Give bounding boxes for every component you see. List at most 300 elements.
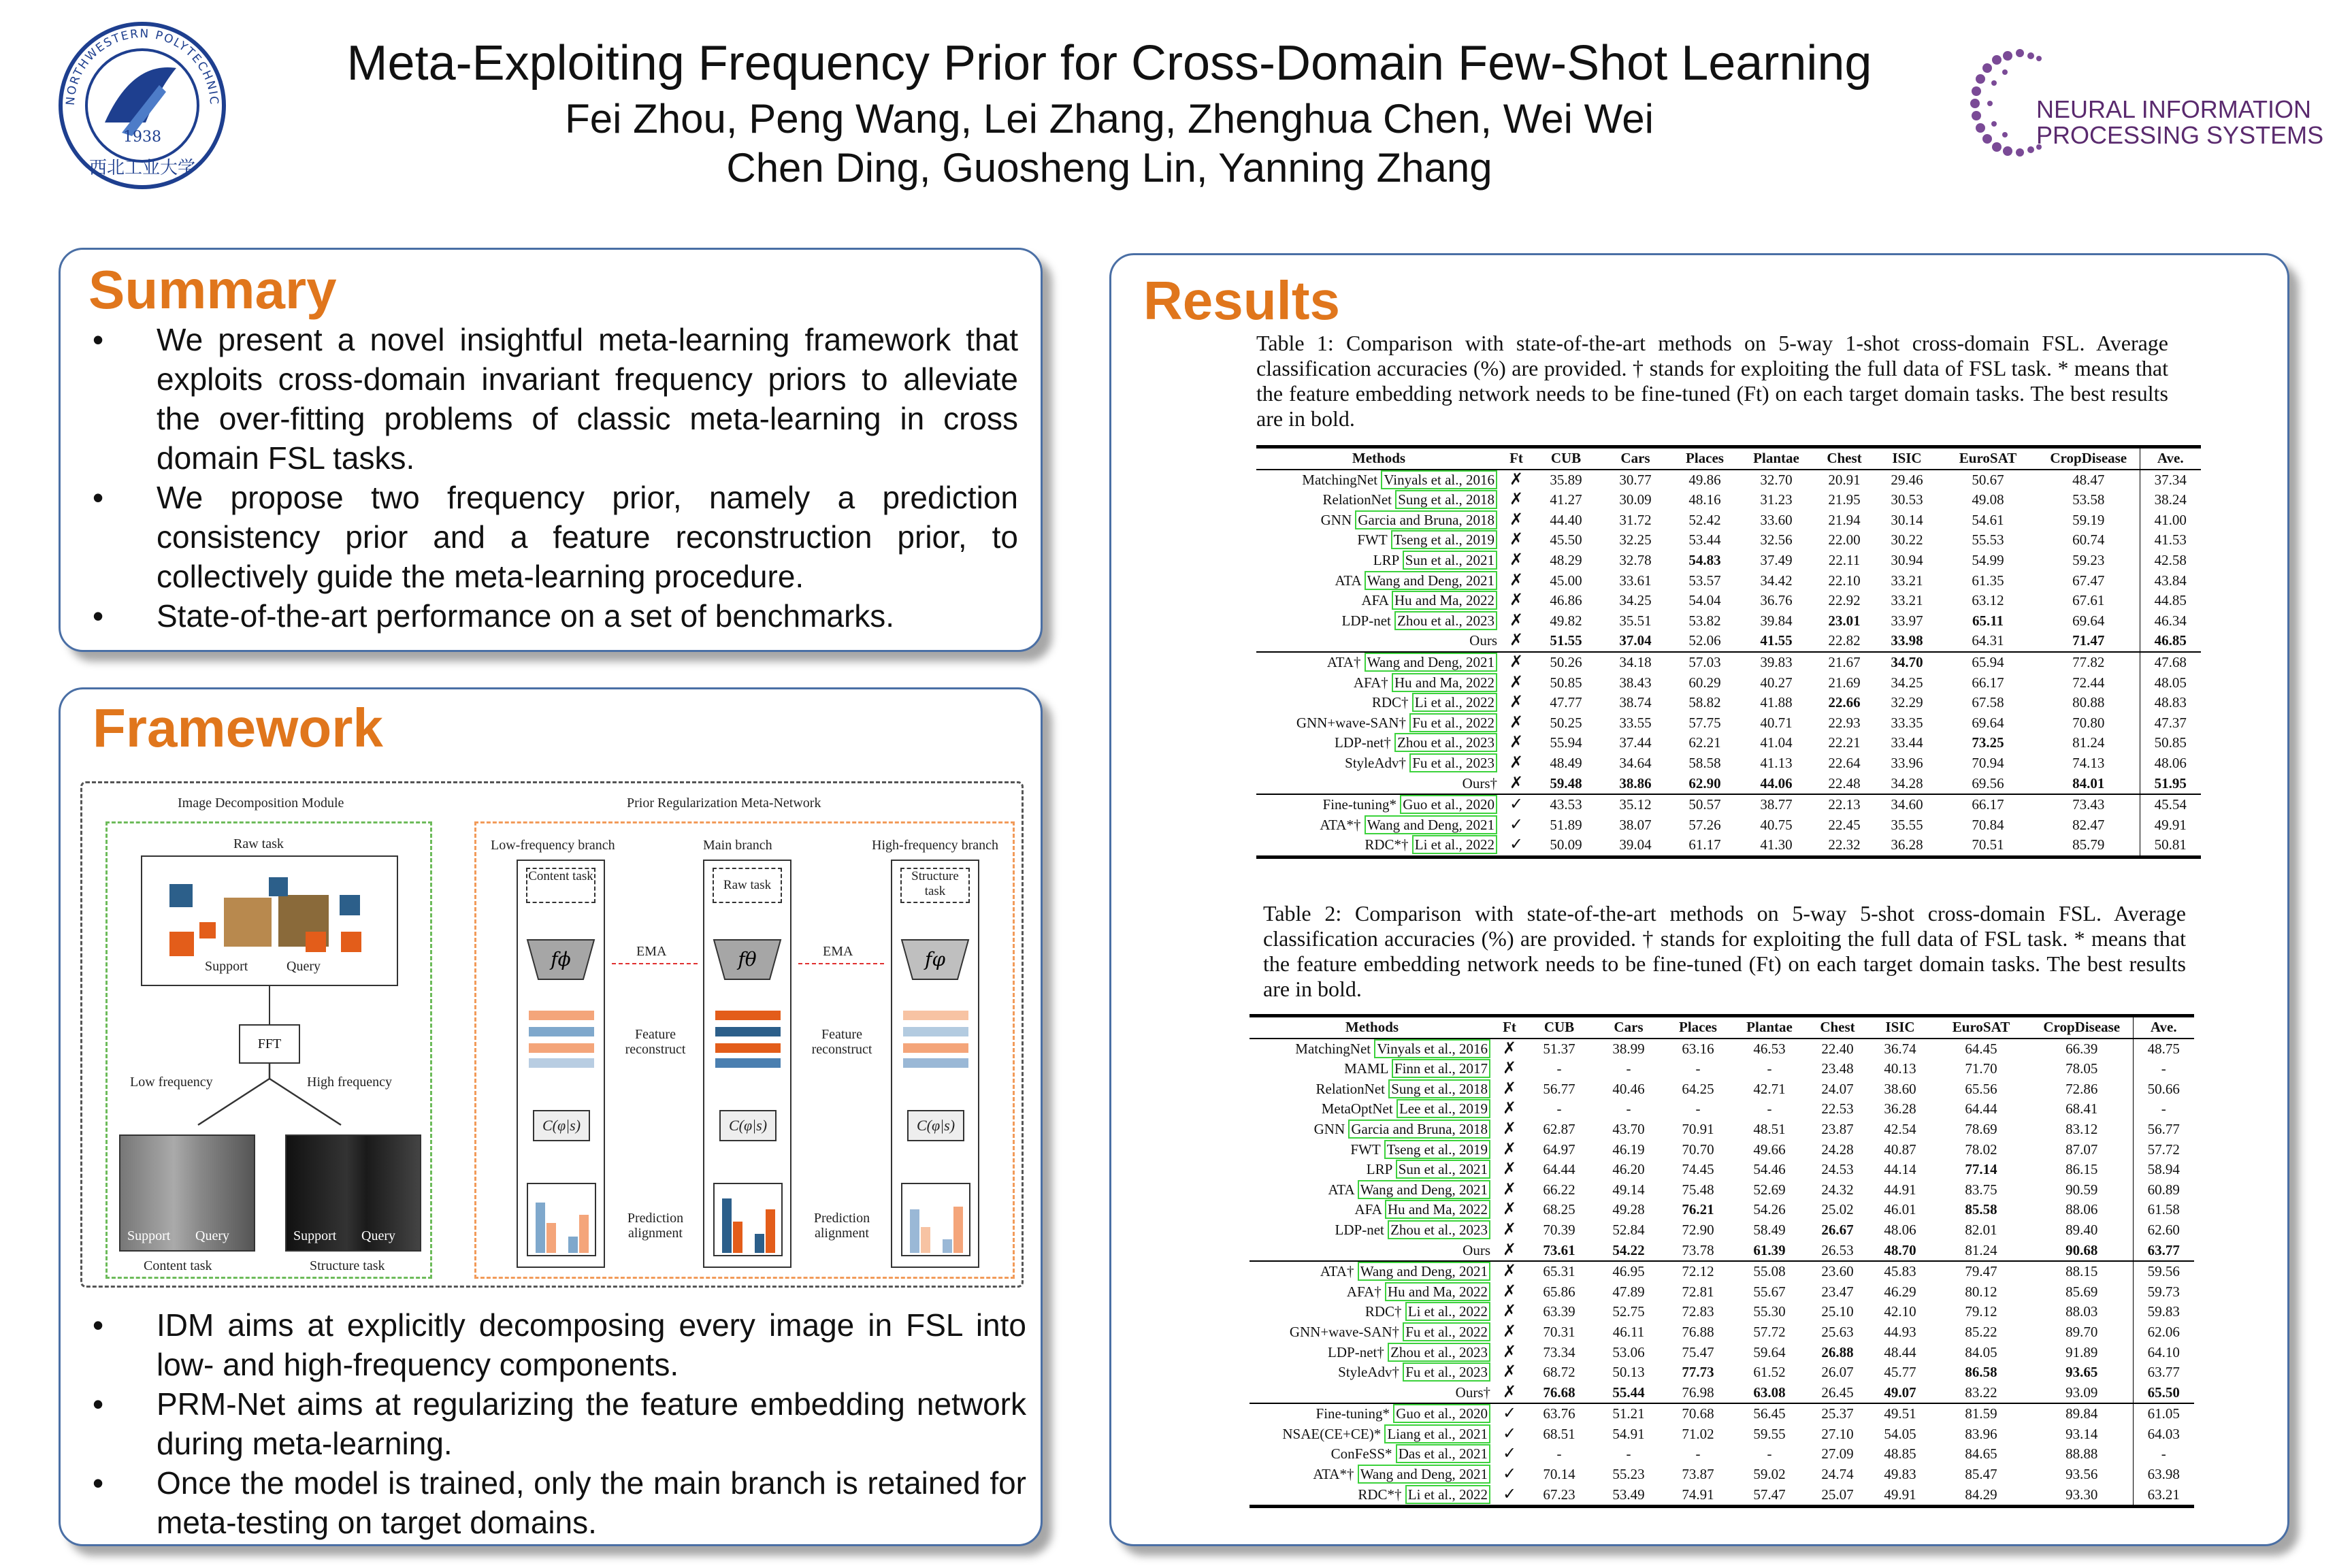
method-name: StyleAdv† [1338, 1364, 1399, 1381]
table-row [1250, 1200, 2194, 1220]
value-cell: 71.02 [1682, 1425, 1714, 1442]
value-cell: 88.06 [2065, 1201, 2098, 1218]
value-cell: 60.89 [2133, 1180, 2194, 1200]
value-cell: 85.58 [1965, 1201, 1997, 1218]
citation-link[interactable]: Vinyals et al., 2016 [1381, 470, 1497, 489]
method-name: GNN+wave-SAN† [1289, 1323, 1399, 1340]
value-cell: 48.44 [1884, 1343, 1916, 1360]
value-cell: 40.46 [1612, 1080, 1645, 1097]
value-cell: 41.13 [1760, 754, 1793, 771]
value-cell: 76.68 [1543, 1384, 1575, 1401]
check-icon: ✓ [1502, 1445, 1517, 1463]
value-cell: 61.17 [1670, 835, 1740, 857]
table-row [1256, 591, 2201, 611]
value-cell: 30.14 [1891, 511, 1923, 528]
value-cell: 38.86 [1619, 774, 1652, 791]
value-cell: 24.07 [1821, 1080, 1854, 1097]
value-cell: 67.23 [1524, 1485, 1594, 1507]
value-cell: 32.25 [1619, 532, 1652, 549]
value-cell: 22.64 [1828, 754, 1861, 771]
citation-link[interactable]: Li et al., 2022 [1412, 835, 1497, 854]
support-label: Support [205, 959, 248, 974]
content-task-box [526, 868, 595, 903]
method-cell [1250, 1444, 1494, 1465]
column-header: ISIC [1869, 1016, 1931, 1039]
method-cell [1250, 1343, 1494, 1363]
citation-link[interactable]: Sun et al., 2021 [1403, 551, 1497, 570]
value-cell: 73.61 [1543, 1241, 1575, 1258]
value-cell: - [1767, 1446, 1772, 1463]
value-cell: 51.55 [1550, 632, 1582, 649]
prm-title: Prior Regularization Meta-Network [627, 796, 821, 811]
value-cell: 59.23 [2072, 551, 2105, 568]
value-cell: 31.23 [1760, 491, 1793, 508]
value-cell: 24.74 [1821, 1466, 1854, 1483]
value-cell: 75.47 [1682, 1343, 1714, 1360]
value-cell: 23.47 [1821, 1283, 1854, 1300]
value-cell: 22.11 [1828, 551, 1861, 568]
value-cell: 76.98 [1682, 1384, 1714, 1401]
cross-icon: ✗ [1502, 1079, 1517, 1098]
citation-link[interactable]: Tseng et al., 2019 [1384, 1140, 1490, 1159]
method-cell [1250, 1140, 1494, 1160]
value-cell: 82.47 [2072, 816, 2105, 833]
method-cell [1250, 1465, 1494, 1485]
method-name: MAML [1344, 1060, 1388, 1077]
citation-link[interactable]: Vinyals et al., 2016 [1374, 1039, 1490, 1058]
value-cell: 32.70 [1760, 471, 1793, 488]
value-cell: 46.34 [2140, 611, 2201, 632]
value-cell: 22.82 [1828, 632, 1861, 649]
cross-icon: ✗ [1509, 753, 1524, 772]
citation-link[interactable]: Liang et al., 2021 [1384, 1424, 1490, 1443]
split-arrows [171, 1064, 375, 1132]
value-cell: 50.85 [2140, 733, 2201, 753]
value-cell: 88.03 [2065, 1303, 2098, 1320]
value-cell: 42.71 [1753, 1080, 1786, 1097]
content-support-label: Support [127, 1228, 171, 1243]
column-header: EuroSAT [1938, 447, 2038, 470]
table-row [1250, 1261, 2194, 1282]
classifier-main-label: C(φ|s) [728, 1117, 768, 1134]
method-name: GNN [1320, 511, 1352, 528]
value-cell: 80.12 [1965, 1283, 1997, 1300]
column-header: Ave. [2140, 447, 2201, 470]
method-name: Fine-tuning* [1316, 1405, 1390, 1422]
neurips-line-2: PROCESSING SYSTEMS [2036, 121, 2324, 149]
method-cell [1256, 835, 1501, 857]
framework-bullets [65, 1305, 1026, 1542]
value-cell: 72.81 [1682, 1283, 1714, 1300]
value-cell: 63.98 [2133, 1465, 2194, 1485]
table-row [1256, 753, 2201, 774]
check-icon: ✓ [1501, 794, 1531, 815]
citation-link[interactable]: Hu and Ma, 2022 [1385, 1282, 1490, 1301]
column-header: Chest [1806, 1016, 1869, 1039]
citation-link[interactable]: Li et al., 2022 [1405, 1302, 1490, 1321]
value-cell: 69.64 [2072, 612, 2105, 629]
university-logo [57, 20, 227, 191]
value-cell: 70.94 [1972, 754, 2004, 771]
check-icon: ✓ [1494, 1403, 1524, 1424]
framework-figure [80, 781, 1024, 1288]
value-cell: 46.19 [1612, 1141, 1645, 1158]
citation-link[interactable]: Guo et al., 2020 [1400, 795, 1497, 814]
cross-icon: ✗ [1509, 551, 1524, 569]
value-cell: 55.23 [1612, 1466, 1645, 1483]
value-cell: 54.99 [1972, 551, 2004, 568]
citation-link[interactable]: Sung et al., 2018 [1395, 490, 1497, 509]
value-cell: 60.29 [1688, 674, 1721, 691]
value-cell: 23.01 [1828, 612, 1861, 629]
table-row [1250, 1140, 2194, 1160]
value-cell: 48.16 [1688, 491, 1721, 508]
value-cell: 33.98 [1891, 632, 1923, 649]
framework-bullet: • IDM aims at explicitly decomposing every image in FSL into low- and high-frequency components. [65, 1305, 1026, 1384]
value-cell: 32.78 [1619, 551, 1652, 568]
method-cell [1250, 1241, 1494, 1262]
table-row [1250, 1302, 2194, 1322]
value-cell: 61.35 [1972, 572, 2004, 589]
citation-link[interactable]: Fu et al., 2023 [1409, 753, 1497, 772]
citation-link[interactable]: Wang and Deng, 2021 [1365, 571, 1497, 590]
value-cell: 55.30 [1753, 1303, 1786, 1320]
value-cell: 65.50 [2133, 1383, 2194, 1404]
citation-link[interactable]: Sung et al., 2018 [1388, 1079, 1490, 1098]
value-cell: 51.37 [1543, 1040, 1575, 1057]
summary-title: Summary [88, 259, 337, 320]
fft-box [239, 1024, 300, 1064]
method-name: ConFeSS* [1330, 1446, 1392, 1463]
value-cell: 63.76 [1524, 1403, 1594, 1424]
method-name: LDP-net† [1328, 1343, 1384, 1360]
value-cell: 50.57 [1670, 794, 1740, 815]
citation-link[interactable]: Wang and Deng, 2021 [1365, 653, 1497, 672]
value-cell: 87.07 [2065, 1141, 2098, 1158]
citation-link[interactable]: Guo et al., 2020 [1393, 1404, 1490, 1423]
column-header: Methods [1256, 447, 1501, 470]
citation-link[interactable]: Hu and Ma, 2022 [1385, 1200, 1490, 1219]
value-cell: 62.21 [1688, 734, 1721, 751]
citation-link[interactable]: Hu and Ma, 2022 [1392, 591, 1497, 610]
value-cell: 58.94 [2133, 1160, 2194, 1180]
table-row [1256, 530, 2201, 551]
summary-bullets [65, 320, 1018, 636]
value-cell: 41.55 [1760, 632, 1793, 649]
method-cell [1256, 530, 1501, 551]
cross-icon: ✗ [1502, 1060, 1517, 1078]
method-name: NSAE(CE+CE)* [1282, 1425, 1382, 1442]
neurips-logo [1967, 42, 2324, 165]
method-name: RDC† [1371, 694, 1409, 711]
value-cell: 66.39 [2065, 1040, 2098, 1057]
value-cell: 34.18 [1601, 652, 1670, 673]
value-cell: 66.22 [1543, 1181, 1575, 1198]
value-cell: 54.26 [1753, 1201, 1786, 1218]
value-cell: 68.51 [1543, 1425, 1575, 1442]
value-cell: 48.83 [2140, 693, 2201, 713]
value-cell: 23.87 [1821, 1120, 1854, 1137]
value-cell: 50.81 [2140, 835, 2201, 857]
citation-link[interactable]: Fu et al., 2022 [1409, 713, 1497, 732]
column-header: Chest [1813, 447, 1876, 470]
value-cell: 38.74 [1619, 694, 1652, 711]
value-cell: 22.00 [1828, 532, 1861, 549]
structure-task-box-label: Structure task [911, 869, 959, 898]
classifier-high-label: C(φ|s) [916, 1117, 956, 1134]
value-cell: 73.78 [1682, 1241, 1714, 1258]
value-cell: 77.73 [1682, 1364, 1714, 1381]
method-name: AFA [1354, 1201, 1382, 1218]
summary-bullet: • We present a novel insightful meta-learning framework that exploits cross-domain invariant frequency priors to alleviate the over-fitting problems of classic meta-learning in cross domain FSL tasks. [65, 320, 1018, 478]
value-cell: 25.02 [1821, 1201, 1854, 1218]
value-cell: 59.64 [1753, 1343, 1786, 1360]
raw-task-box-main [713, 868, 782, 903]
method-cell [1256, 571, 1501, 591]
citation-link[interactable]: Zhou et al., 2023 [1394, 611, 1497, 630]
value-cell: 22.32 [1813, 835, 1876, 857]
column-header: Ft [1494, 1016, 1524, 1039]
citation-link[interactable]: Wang and Deng, 2021 [1358, 1180, 1490, 1199]
citation-link[interactable]: Hu and Ma, 2022 [1392, 673, 1497, 692]
method-cell [1250, 1424, 1494, 1445]
value-cell: 25.37 [1806, 1403, 1869, 1424]
column-header: CropDisease [2031, 1016, 2133, 1039]
citation-link[interactable]: Zhou et al., 2023 [1388, 1220, 1490, 1239]
value-cell: 59.83 [2133, 1302, 2194, 1322]
method-name: Ours† [1462, 774, 1497, 791]
logo-ring-text: NORTHWESTERN POLYTECHNIC [63, 27, 221, 106]
method-name: ATA† [1326, 653, 1361, 670]
value-cell: 22.93 [1828, 714, 1861, 731]
f-phi-label: fϕ [551, 948, 571, 970]
value-cell: 36.28 [1876, 835, 1938, 857]
value-cell: 79.47 [1931, 1261, 2031, 1282]
cross-icon: ✗ [1509, 673, 1524, 691]
value-cell: 45.54 [2140, 794, 2201, 815]
value-cell: 70.80 [2072, 714, 2105, 731]
value-cell: - [1626, 1446, 1631, 1463]
value-cell: 27.10 [1821, 1425, 1854, 1442]
value-cell: 20.91 [1828, 471, 1861, 488]
citation-link[interactable]: Zhou et al., 2023 [1394, 733, 1497, 752]
value-cell: 57.47 [1733, 1485, 1806, 1507]
feature-reconstruct-right: Feature reconstruct [811, 1027, 872, 1057]
value-cell: 49.86 [1688, 471, 1721, 488]
value-cell: 85.79 [2038, 835, 2140, 857]
value-cell: 34.28 [1891, 774, 1923, 791]
value-cell: 48.51 [1753, 1120, 1786, 1137]
value-cell: 72.44 [2072, 674, 2105, 691]
value-cell: 32.56 [1760, 532, 1793, 549]
ema-label-left: EMA [636, 944, 667, 959]
value-cell: 90.59 [2065, 1181, 2098, 1198]
value-cell: 56.77 [2133, 1120, 2194, 1140]
classifier-main [719, 1110, 777, 1141]
predictions-low [526, 1182, 597, 1257]
structure-task-box [900, 868, 970, 903]
raw-task-label: Raw task [233, 836, 284, 851]
value-cell: - [1626, 1060, 1631, 1077]
value-cell: 54.22 [1612, 1241, 1645, 1258]
value-cell: 48.29 [1550, 551, 1582, 568]
value-cell: 33.97 [1891, 612, 1923, 629]
content-task-label: Content task [144, 1258, 212, 1273]
value-cell: 84.29 [1931, 1485, 2031, 1507]
value-cell: 39.83 [1740, 652, 1813, 673]
value-cell: 54.05 [1884, 1425, 1916, 1442]
value-cell: 81.24 [1965, 1241, 1997, 1258]
value-cell: 49.91 [2140, 815, 2201, 836]
table1-caption: Table 1: Comparison with state-of-the-art methods on 5-way 1-shot cross-domain FSL. Average classification accuracies (%) are provided. † stands for exploiting the full data of FSL task. * means that the feature embedding network needs to be fine-tuned (Ft) on each target domain tasks. The best results are in bold. [1256, 331, 2168, 431]
citation-link[interactable]: Lee et al., 2019 [1396, 1099, 1490, 1118]
column-header: Ave. [2133, 1016, 2194, 1039]
value-cell: 63.39 [1543, 1303, 1575, 1320]
value-cell: 65.11 [1972, 612, 2004, 629]
citation-link[interactable]: Garcia and Bruna, 2018 [1348, 1120, 1490, 1139]
value-cell: 59.73 [2133, 1282, 2194, 1303]
citation-link[interactable]: Li et al., 2022 [1405, 1485, 1490, 1504]
value-cell: 34.70 [1876, 652, 1938, 673]
citation-link[interactable]: Wang and Deng, 2021 [1358, 1262, 1490, 1281]
classifier-low [533, 1110, 590, 1141]
value-cell: 83.75 [1965, 1181, 1997, 1198]
value-cell: 50.85 [1550, 674, 1582, 691]
ema-label-right: EMA [823, 944, 853, 959]
cross-icon: ✗ [1509, 491, 1524, 509]
value-cell: - [1695, 1446, 1701, 1463]
value-cell: 57.72 [2133, 1140, 2194, 1160]
value-cell: 38.77 [1740, 794, 1813, 815]
value-cell: 25.10 [1821, 1303, 1854, 1320]
table-header-row [1256, 447, 2201, 470]
value-cell: 63.21 [2133, 1485, 2194, 1507]
cross-icon: ✗ [1509, 470, 1524, 489]
value-cell: 64.44 [1965, 1100, 1997, 1117]
cross-icon: ✗ [1494, 1261, 1524, 1282]
value-cell: 37.04 [1619, 632, 1652, 649]
value-cell: 24.32 [1821, 1181, 1854, 1198]
method-name: FWT [1350, 1141, 1381, 1158]
structure-support-label: Support [293, 1228, 337, 1243]
column-header: Cars [1601, 447, 1670, 470]
method-cell [1256, 753, 1501, 774]
method-cell [1250, 1059, 1494, 1079]
low-frequency-label: Low frequency [130, 1075, 213, 1090]
citation-link[interactable]: Tseng et al., 2019 [1391, 530, 1497, 549]
value-cell: 26.07 [1821, 1364, 1854, 1381]
check-icon: ✓ [1502, 1424, 1517, 1443]
value-cell: 46.85 [2140, 631, 2201, 652]
table-row [1256, 835, 2201, 857]
value-cell: - [1556, 1446, 1562, 1463]
value-cell: 86.58 [1965, 1364, 1997, 1381]
cross-icon: ✗ [1502, 1140, 1517, 1158]
value-cell: 48.06 [2140, 753, 2201, 774]
value-cell: 68.72 [1543, 1364, 1575, 1381]
citation-link[interactable]: Li et al., 2022 [1412, 693, 1497, 712]
method-name: AFA† [1353, 674, 1388, 691]
neurips-line-1: NEURAL INFORMATION [2036, 95, 2312, 123]
citation-link[interactable]: Finn et al., 2017 [1392, 1059, 1490, 1078]
method-cell [1250, 1200, 1494, 1220]
value-cell: 49.66 [1753, 1141, 1786, 1158]
citation-link[interactable]: Sun et al., 2021 [1396, 1160, 1490, 1179]
table-row [1256, 611, 2201, 632]
value-cell: 70.68 [1663, 1403, 1733, 1424]
value-cell: 63.12 [1972, 592, 2004, 609]
value-cell: 80.88 [2072, 694, 2105, 711]
structure-task-label: Structure task [310, 1258, 385, 1273]
value-cell: 21.95 [1828, 491, 1861, 508]
table-row [1250, 1485, 2194, 1507]
citation-link[interactable]: Garcia and Bruna, 2018 [1355, 510, 1497, 529]
column-header: Places [1663, 1016, 1733, 1039]
citation-link[interactable]: Wang and Deng, 2021 [1365, 815, 1497, 834]
method-cell [1256, 652, 1501, 673]
value-cell: 88.88 [2065, 1446, 2098, 1463]
citation-link[interactable]: Wang and Deng, 2021 [1358, 1465, 1490, 1484]
cross-icon: ✗ [1502, 1120, 1517, 1138]
value-cell: 50.09 [1531, 835, 1601, 857]
value-cell: 85.69 [2065, 1283, 2098, 1300]
value-cell: 83.22 [1965, 1384, 1997, 1401]
value-cell: 70.31 [1543, 1323, 1575, 1340]
value-cell: 44.93 [1884, 1323, 1916, 1340]
main-branch-label: Main branch [703, 838, 772, 853]
value-cell: 70.70 [1682, 1141, 1714, 1158]
value-cell: 45.00 [1550, 572, 1582, 589]
value-cell: 62.06 [2133, 1322, 2194, 1343]
value-cell: 43.53 [1531, 794, 1601, 815]
method-name: StyleAdv† [1345, 754, 1406, 771]
predictions-main [713, 1182, 783, 1257]
encoder-main [711, 937, 783, 982]
raw-task-box [141, 855, 398, 986]
value-cell: 64.97 [1543, 1141, 1575, 1158]
value-cell: 23.60 [1806, 1261, 1869, 1282]
value-cell: 51.95 [2140, 774, 2201, 795]
citation-link[interactable]: Fu et al., 2023 [1403, 1362, 1490, 1382]
method-name: RelationNet [1322, 491, 1392, 508]
value-cell: 93.09 [2065, 1384, 2098, 1401]
value-cell: - [1556, 1060, 1562, 1077]
table-row [1256, 470, 2201, 491]
value-cell: 35.55 [1891, 816, 1923, 833]
value-cell: 70.39 [1543, 1221, 1575, 1238]
value-cell: 49.51 [1869, 1403, 1931, 1424]
value-cell: 32.29 [1891, 694, 1923, 711]
table-row [1250, 1465, 2194, 1485]
value-cell: 35.12 [1601, 794, 1670, 815]
value-cell: 71.70 [1965, 1060, 1997, 1077]
value-cell: 90.68 [2065, 1241, 2098, 1258]
encoder-high [899, 937, 971, 982]
value-cell: 22.48 [1828, 774, 1861, 791]
value-cell: 38.99 [1612, 1040, 1645, 1057]
citation-link[interactable]: Fu et al., 2022 [1403, 1322, 1490, 1341]
cross-icon: ✗ [1502, 1180, 1517, 1198]
citation-link[interactable]: Zhou et al., 2023 [1388, 1343, 1490, 1362]
value-cell: 22.21 [1828, 734, 1861, 751]
value-cell: 46.11 [1612, 1323, 1645, 1340]
value-cell: 22.13 [1813, 794, 1876, 815]
citation-link[interactable]: Das et al., 2021 [1396, 1444, 1490, 1463]
value-cell: - [1695, 1100, 1701, 1117]
value-cell: 30.94 [1891, 551, 1923, 568]
value-cell: 59.02 [1753, 1466, 1786, 1483]
value-cell: 66.17 [1938, 794, 2038, 815]
